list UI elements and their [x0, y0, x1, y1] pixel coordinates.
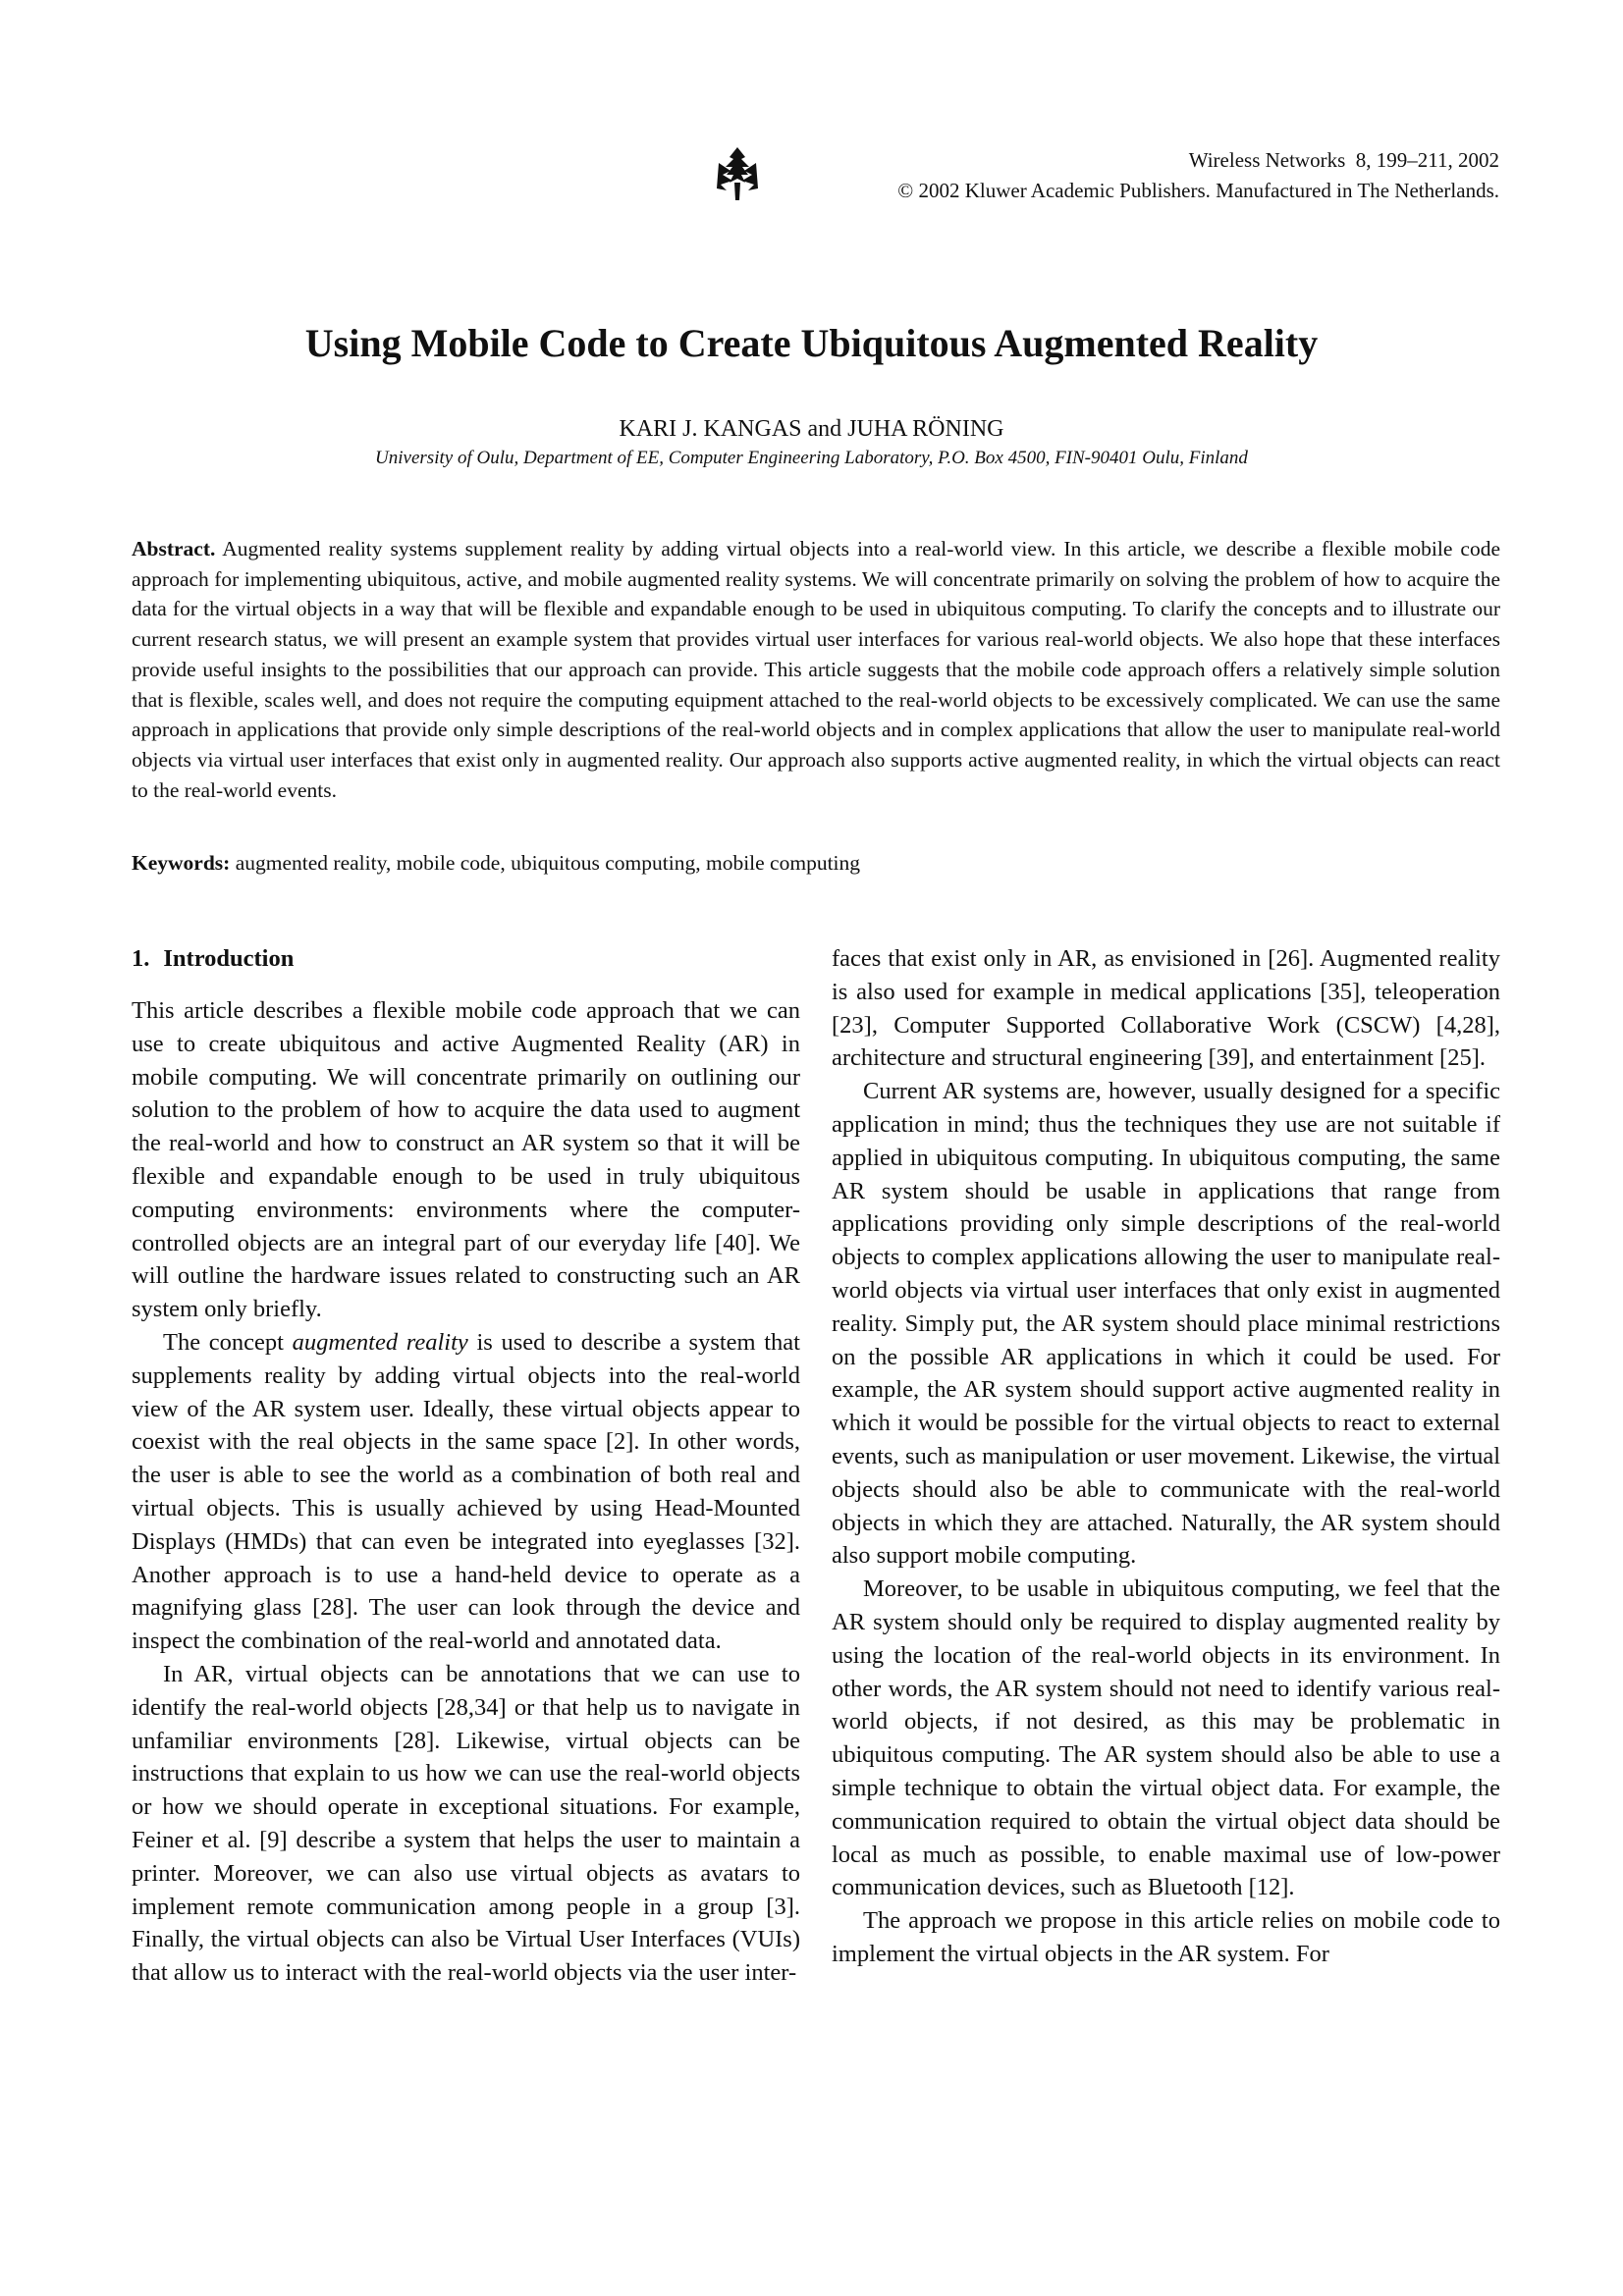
publisher-logo-icon	[713, 145, 762, 202]
paper-authors: KARI J. KANGAS and JUHA RÖNING	[619, 416, 1004, 442]
body-column-right	[832, 942, 1500, 1971]
copyright-line: © 2002 Kluwer Academic Publishers. Manufactured in The Netherlands.	[897, 179, 1499, 202]
journal-citation: Wireless Networks 8, 199–211, 2002	[1188, 148, 1499, 172]
body-column-left	[132, 942, 800, 1990]
abstract	[132, 534, 1500, 805]
keywords-label: Keywords:	[132, 851, 231, 875]
section-number: 1.	[132, 945, 150, 972]
section-heading	[132, 942, 800, 975]
keywords	[132, 848, 1500, 878]
paragraph: In AR, virtual objects can be annotations that we can use to identify the real-world objects [28,34] or that help us to navigate in unfamiliar environments [28]. Likewise, virtual objects can be instructions that explain to us how we can use the real-world objects or how we should operate in exceptional situations. For example, Feiner et al. [9] describe a system that helps the user to maintain a printer. Moreover, we can also use virtual objects as avatars to implement remote communication among people in a group [3]. Finally, the virtual objects can also be Virtual User Interfaces (VUIs) that allow us to interact with the real-world objects via the user inter-	[132, 1660, 800, 1987]
abstract-text: Augmented reality systems supplement reality by adding virtual objects into a real-world view. In this article, we describe a flexible mobile code approach for implementing ubiquitous, active, and mobile augmented reality systems. We will concentrate primarily on solving the problem of how to acquire the data for the virtual objects in a way that will be flexible and expandable enough to be used in ubiquitous computing. To clarify the concepts and to illustrate our current research status, we will present an example system that provides virtual user interfaces for various real-world objects. We also hope that these interfaces provide useful insights to the possibilities that our approach can provide. This article suggests that the mobile code approach offers a relatively simple solution that is flexible, scales well, and does not require the computing equipment attached to the real-world objects to be excessively complicated. We can use the same approach in applications that provide only simple descriptions of the real-world objects and in complex applications that allow the user to manipulate real-world objects via virtual user interfaces that exist only in augmented reality. Our approach also supports active augmented reality, in which the virtual objects can react to the real-world events.	[132, 537, 1500, 802]
paragraph: The approach we propose in this article relies on mobile code to implement the virtual objects in the AR system. For	[832, 1907, 1500, 1967]
section-title: Introduction	[163, 945, 295, 972]
paragraph-text: is used to describe a system that supplements reality by adding virtual objects into the real-world view of the AR system user. Ideally, these virtual objects appear to coexist with the real objects in the same space [2]. In other words, the user is able to see the world as a combination of both real and virtual objects. This is usually achieved by using Head-Mounted Displays (HMDs) that can even be integrated into eyeglasses [32]. Another approach is to use a hand-held device to operate as a magnifying glass [28]. The user can look through the device and inspect the combination of the real-world and annotated data.	[132, 1328, 800, 1655]
paragraph: Current AR systems are, however, usually designed for a specific application in mind; thus the techniques they use are not suitable if applied in ubiquitous computing. In ubiquitous computing, the same AR system should be usable in applications that range from applications providing only simple descriptions of the real-world objects to complex applications allowing the user to manipulate real-world objects via virtual user interfaces that only exist in augmented reality. Simply put, the AR system should place minimal restrictions on the possible AR applications in which it could be used. For example, the AR system should support active augmented reality in which it would be possible for the virtual objects to react to external events, such as manipulation or user movement. Likewise, the virtual objects should also be able to communicate with the real-world objects in which they are attached. Naturally, the AR system should also support mobile computing.	[832, 1078, 1500, 1570]
keywords-text: augmented reality, mobile code, ubiquitous computing, mobile computing	[235, 851, 861, 875]
author-affiliation: University of Oulu, Department of EE, Computer Engineering Laboratory, P.O. Box 4500, FIN-90401 Oulu, Finland	[375, 448, 1248, 468]
abstract-label: Abstract.	[132, 537, 216, 561]
paragraph: Moreover, to be usable in ubiquitous computing, we feel that the AR system should only be required to display augmented reality by using the location of the real-world objects in its environment. In other words, the AR system should not need to identify various real-world objects, if not desired, as this may be problematic in ubiquitous computing. The AR system should also be able to use a simple technique to obtain the virtual object data. For example, the communication required to obtain the virtual object data should be local as much as possible, to enable maximal use of low-power communication devices, such as Bluetooth [12].	[832, 1575, 1500, 1901]
paragraph: This article describes a flexible mobile code approach that we can use to create ubiquitous and active Augmented Reality (AR) in mobile computing. We will concentrate primarily on outlining our solution to the problem of how to acquire the data used to augment the real-world and how to construct an AR system so that it will be flexible and expandable enough to be used in truly ubiquitous computing environments: environments where the computer-controlled objects are an integral part of our everyday life [40]. We will outline the hardware issues related to constructing such an AR system only briefly.	[132, 997, 800, 1323]
paragraph-text: The concept	[163, 1328, 293, 1356]
paragraph: faces that exist only in AR, as envisioned in [26]. Augmented reality is also used for example in medical applications [35], teleoperation [23], Computer Supported Collaborative Work (CSCW) [4,28], architecture and structural engineering [39], and entertainment [25].	[832, 945, 1500, 1072]
paragraph	[132, 1326, 800, 1658]
journal-header	[897, 145, 1499, 206]
emphasis-term: augmented reality	[292, 1328, 468, 1356]
paper-title: Using Mobile Code to Create Ubiquitous Augmented Reality	[304, 321, 1319, 365]
